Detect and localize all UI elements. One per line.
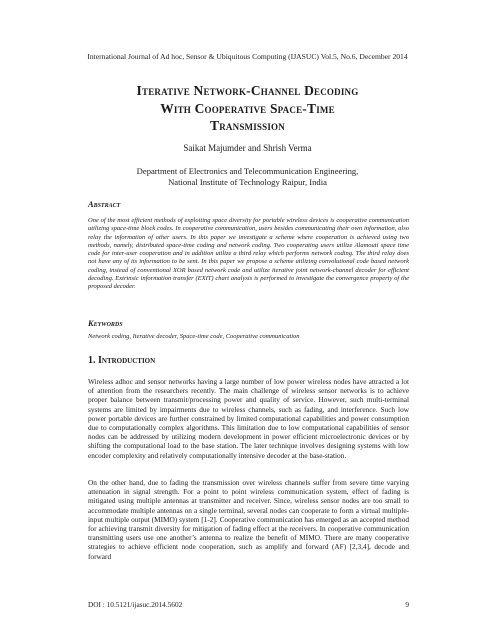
doi: DOI : 10.5121/ijasuc.2014.5602 [88, 600, 183, 609]
affiliation [60, 166, 435, 188]
running-head: International Journal of Ad hoc, Sensor & Ubiquitous Computing (IJASUC) Vol.5, No.6, December 2014 [87, 52, 408, 61]
intro-paragraph-1: Wireless adhoc and sensor networks having a large number of low power wireless nodes have attracted a lot of attention from the researchers recently. The main challenge of wireless sensor networks is to achieve proper balance between transmit/processing power and quality of service. However, such multi-terminal systems are limited by impairments due to wireless channels, such as fading, and interference. Such low power portable devices are further constrained by limited computational capabilities and power consumption due to computationally complex algorithms. This limitation due to low computational capabilities of sensor nodes can be addressed by utilizing modern development in power efficient microelectronic devices or by shifting the computational load to the base station. The later technique involves designing systems with low encoder complexity and relatively computationally intensive decoder at the base-station. [88, 377, 409, 460]
intro-paragraph-2: On the other hand, due to fading the transmission over wireless channels suffer from severe time varying attenuation in signal strength. For a point to point wireless communication system, effect of fading is mitigated using multiple antennas at transmitter and receiver. Since, wireless sensor nodes are too small to accommodate multiple antennas on a single terminal, several nodes can cooperate to form a virtual multiple-input multiple output (MIMO) system [1-2]. Cooperative communication has emerged as an accepted method for achieving transmit diversity for mitigation of fading effect at the receivers. In cooperative communication transmitting users use one another’s antenna to realize the benefit of MIMO. There are many cooperative strategies to achieve efficient node cooperation, such as amplify and forward (AF) [2,3,4], decode and forward [88, 478, 409, 561]
title-line-2: With Cooperative Space-Time [160, 100, 335, 116]
page-number: 9 [405, 600, 409, 609]
abstract-text: One of the most efficient methods of exploiting space diversity for portable wireless devices is cooperative communication utilizing space-time block codes. In cooperative communication, users besides communicating their own information, also relay the information of other users. In this paper we investigate a scheme where cooperation is achieved using two methods, namely, distributed space-time coding and network coding. Two cooperating users utilize Alamouti space time code for inter-user cooperation and in addition utilize a third relay which performs network coding. The third relay does not have any of its information to be sent. In this paper we propose a scheme utilizing convolutional code based network coding, instead of conventional XOR based network code and utilize iterative joint network-channel decoder for efficient decoding. Extrinsic information transfer (EXIT) chart analysis is performed to investigate the convergence property of the proposed decoder. [88, 217, 409, 291]
title-line-3: Transmission [210, 118, 285, 133]
title-line-1: Iterative Network-Channel Decoding [136, 83, 359, 98]
page-footer [88, 600, 409, 609]
affiliation-line-1: Department of Electronics and Telecommunication Engineering, [136, 166, 359, 176]
keywords-heading: Keywords [88, 319, 123, 328]
authors: Saikat Majumder and Shrish Verma [183, 143, 312, 153]
keywords-text: Network coding, Iterative decoder, Space-time code, Cooperative communication [88, 333, 300, 340]
abstract-heading: Abstract [88, 200, 121, 209]
introduction-heading: 1. Introduction [88, 355, 156, 366]
paper-title [60, 82, 435, 135]
affiliation-line-2: National Institute of Technology Raipur, India [168, 177, 327, 187]
